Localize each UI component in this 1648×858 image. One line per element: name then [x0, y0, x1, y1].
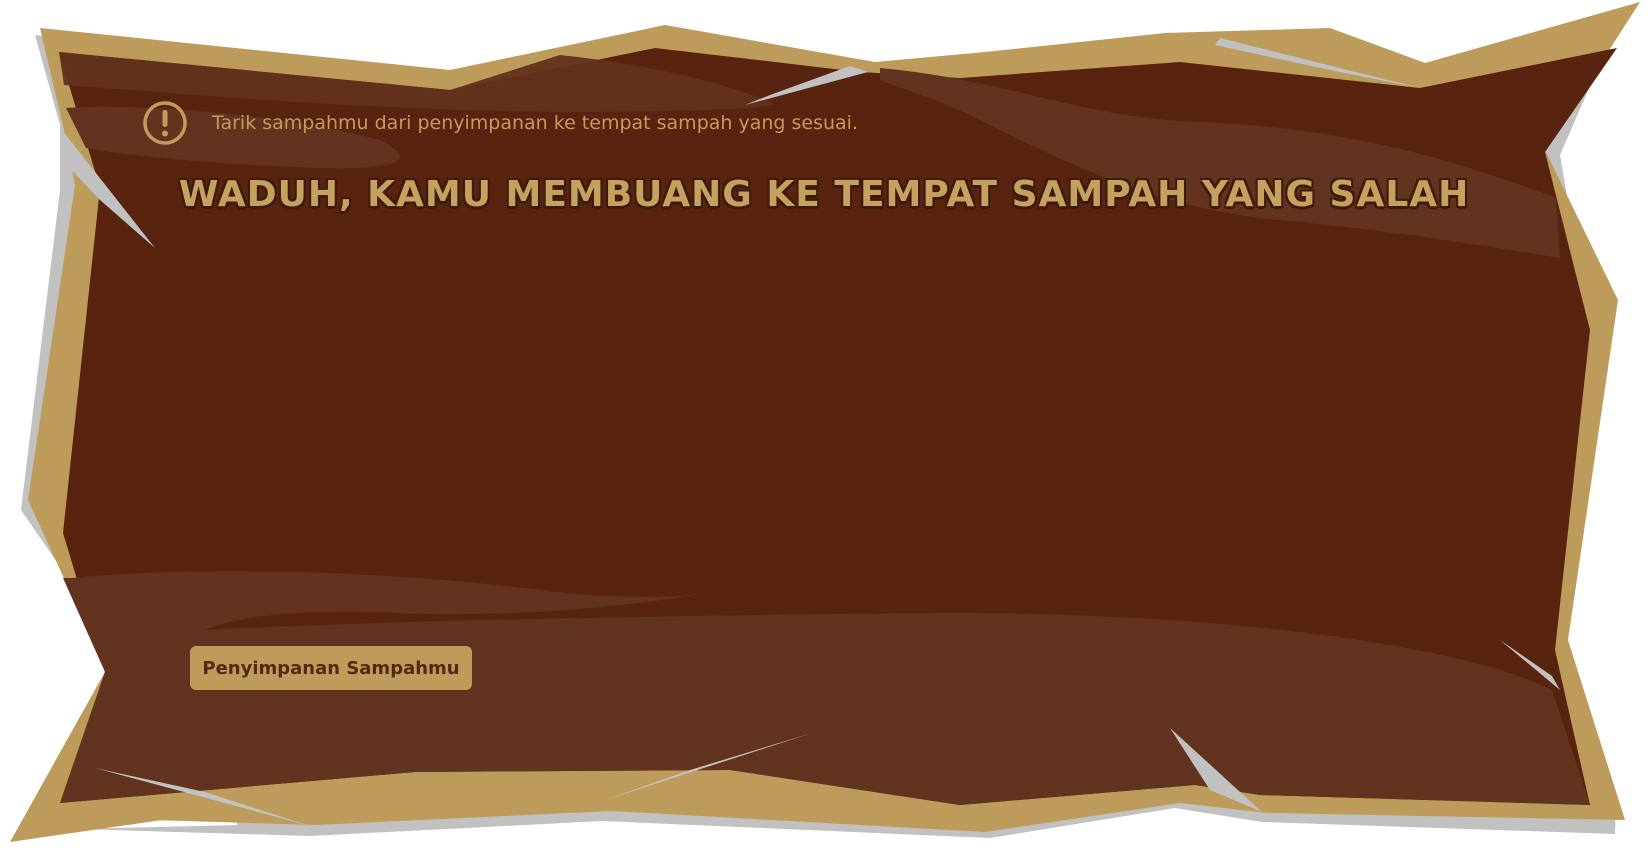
instruction-text: Tarik sampahmu dari penyimpanan ke tempat sampah yang sesuai.: [212, 112, 858, 134]
instruction-hint: [142, 100, 858, 146]
trash-storage-button[interactable]: Penyimpanan Sampahmu: [190, 646, 472, 690]
wrong-bin-title: WADUH, KAMU MEMBUANG KE TEMPAT SAMPAH YANG SALAH: [178, 174, 1470, 215]
exclamation-circle-icon: [142, 100, 188, 146]
